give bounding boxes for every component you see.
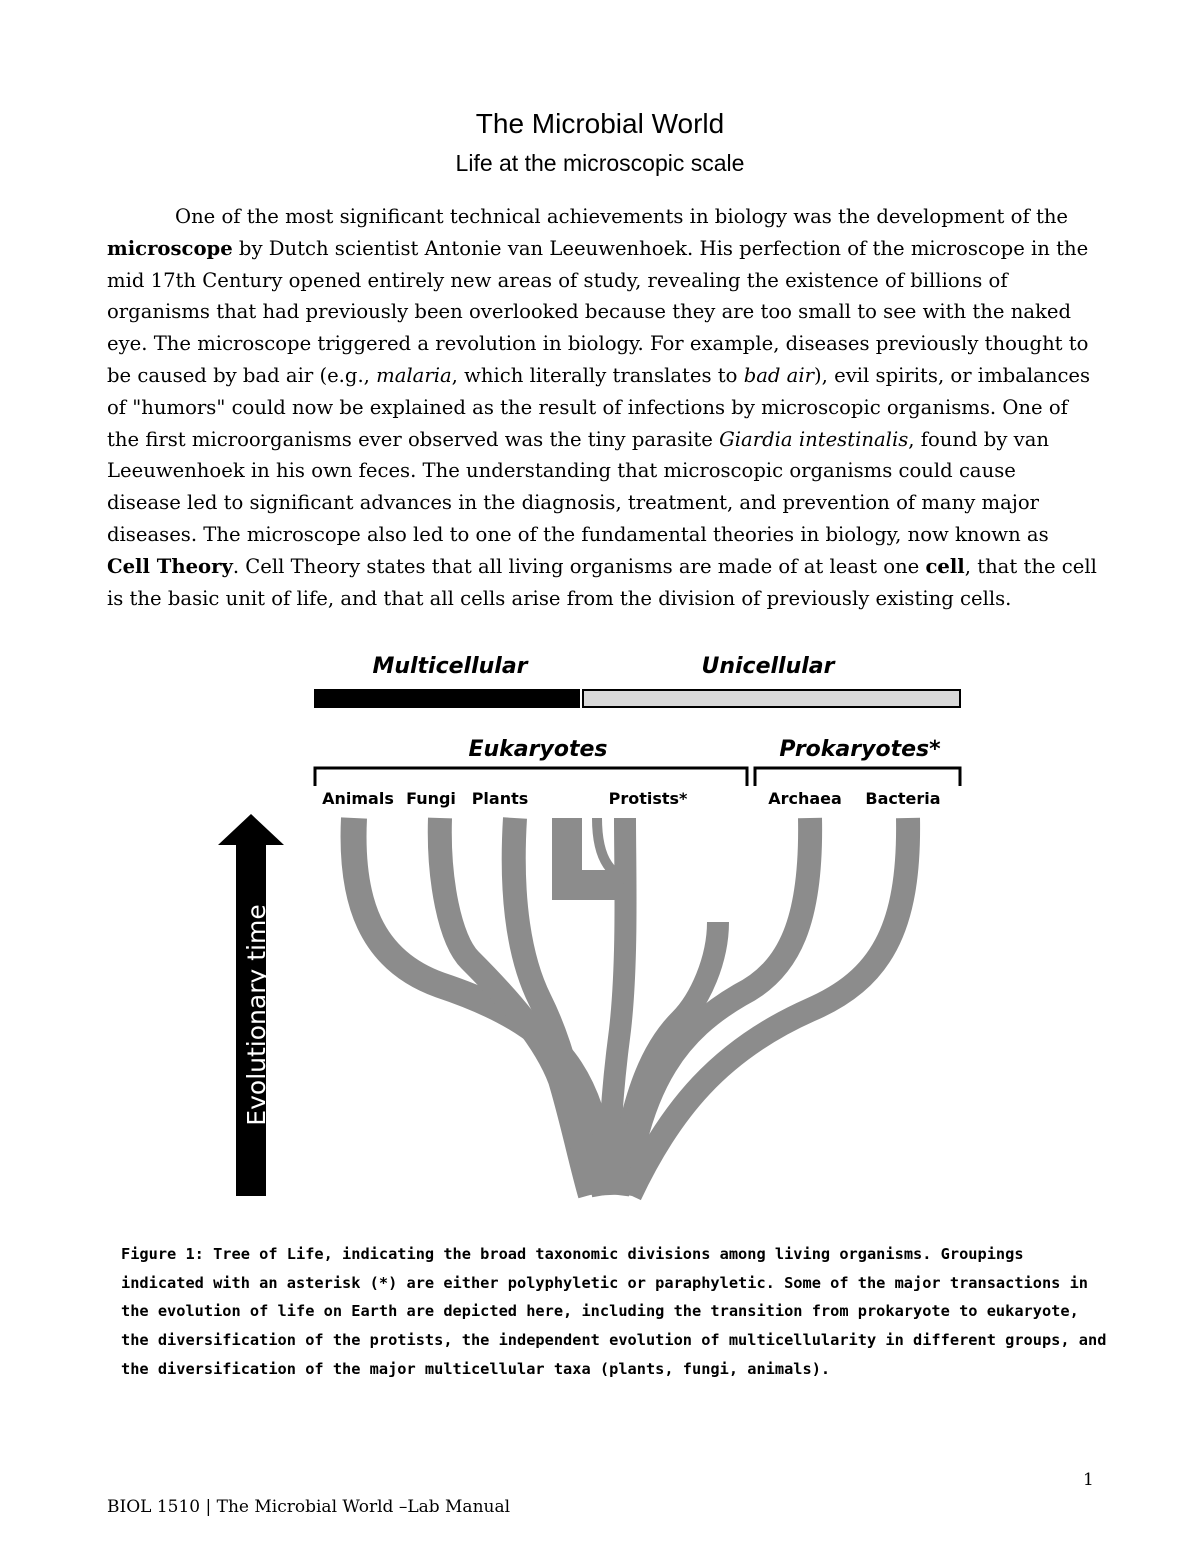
paragraph-line: of "humors" could now be explained as the result of infections by microscopic organisms. One of [107, 395, 1068, 419]
eukaryotes-label: Eukaryotes [468, 737, 608, 762]
caption-line: indicated with an asterisk (*) are either polyphyletic or paraphyletic. Some of the major transactions in [121, 1273, 1088, 1292]
term-bad-air: bad air [743, 363, 814, 387]
paragraph-line: organisms that had previously been overlooked because they are too small to see with the naked [107, 300, 1072, 324]
paragraph-line: the first microorganisms ever observed was the tiny parasite Giardia intestinalis, found by van [107, 427, 1050, 451]
protists-label: Protists* [608, 789, 688, 808]
archaea-label: Archaea [768, 789, 842, 808]
term-cell-theory: Cell Theory [107, 554, 233, 578]
fungi-label: Fungi [406, 789, 456, 808]
term-giardia: Giardia intestinalis [719, 427, 909, 451]
paragraph-line: diseases. The microscope also led to one of the fundamental theories in biology, now known as [107, 522, 1049, 546]
page-number: 1 [1083, 1470, 1094, 1490]
plants-label: Plants [471, 789, 529, 808]
caption-line: the diversification of the major multicellular taxa (plants, fungi, animals). [121, 1359, 831, 1378]
prokaryotes-label: Prokaryotes* [779, 737, 941, 762]
animals-label: Animals [322, 789, 394, 808]
paragraph-line: eye. The microscope triggered a revolution in biology. For example, diseases previously thought to [107, 332, 1089, 356]
page-title: The Microbial World [475, 108, 725, 139]
caption-line: the evolution of life on Earth are depicted here, including the transition from prokaryote to eukaryote, [121, 1302, 1079, 1321]
multicellular-bar [314, 689, 580, 708]
caption-line: the diversification of the protists, the independent evolution of multicellularity in different groups, and [121, 1331, 1107, 1350]
evolutionary-time-label: Evolutionary time [242, 904, 271, 1126]
paragraph-line: be caused by bad air (e.g., malaria, which literally translates to bad air), evil spirits, or imbalances [107, 363, 1091, 387]
term-malaria: malaria [376, 363, 452, 387]
page-subtitle: Life at the microscopic scale [455, 150, 745, 176]
term-microscope: microscope [107, 236, 233, 260]
caption-line: Figure 1: Tree of Life, indicating the broad taxonomic divisions among living organisms. Groupings [121, 1245, 1024, 1263]
eukaryotes-bracket [315, 768, 747, 786]
tree-branches [354, 818, 909, 1195]
bacteria-label: Bacteria [865, 789, 941, 808]
unicellular-bar [583, 690, 960, 707]
figure-caption [121, 1240, 1107, 1384]
paragraph-line: disease led to significant advances in the diagnosis, treatment, and prevention of many major [107, 491, 1040, 515]
caption-label: Figure 1: [121, 1245, 204, 1263]
paragraph-line: mid 17th Century opened entirely new areas of study, revealing the existence of billions of [107, 268, 1008, 292]
paragraph-line: One of the most significant technical achievements in biology was the development of the [175, 205, 1069, 228]
multicellular-label: Multicellular [372, 654, 528, 679]
paragraph-line: Leeuwenhoek in his own feces. The understanding that microscopic organisms could cause [107, 459, 1016, 483]
unicellular-label: Unicellular [701, 654, 835, 679]
paragraph-line: microscope by Dutch scientist Antonie van Leeuwenhoek. His perfection of the microscope in the [107, 236, 1089, 260]
term-cell: cell [925, 554, 965, 578]
paragraph-line: Cell Theory. Cell Theory states that all living organisms are made of at least one cell, that the cell [107, 554, 1097, 578]
branch-bacteria [630, 818, 908, 1195]
prokaryotes-bracket [755, 768, 960, 786]
paragraph-line: is the basic unit of life, and that all cells arise from the division of previously existing cells. [107, 586, 1012, 610]
running-footer: BIOL 1510 | The Microbial World –Lab Manual [107, 1497, 511, 1517]
